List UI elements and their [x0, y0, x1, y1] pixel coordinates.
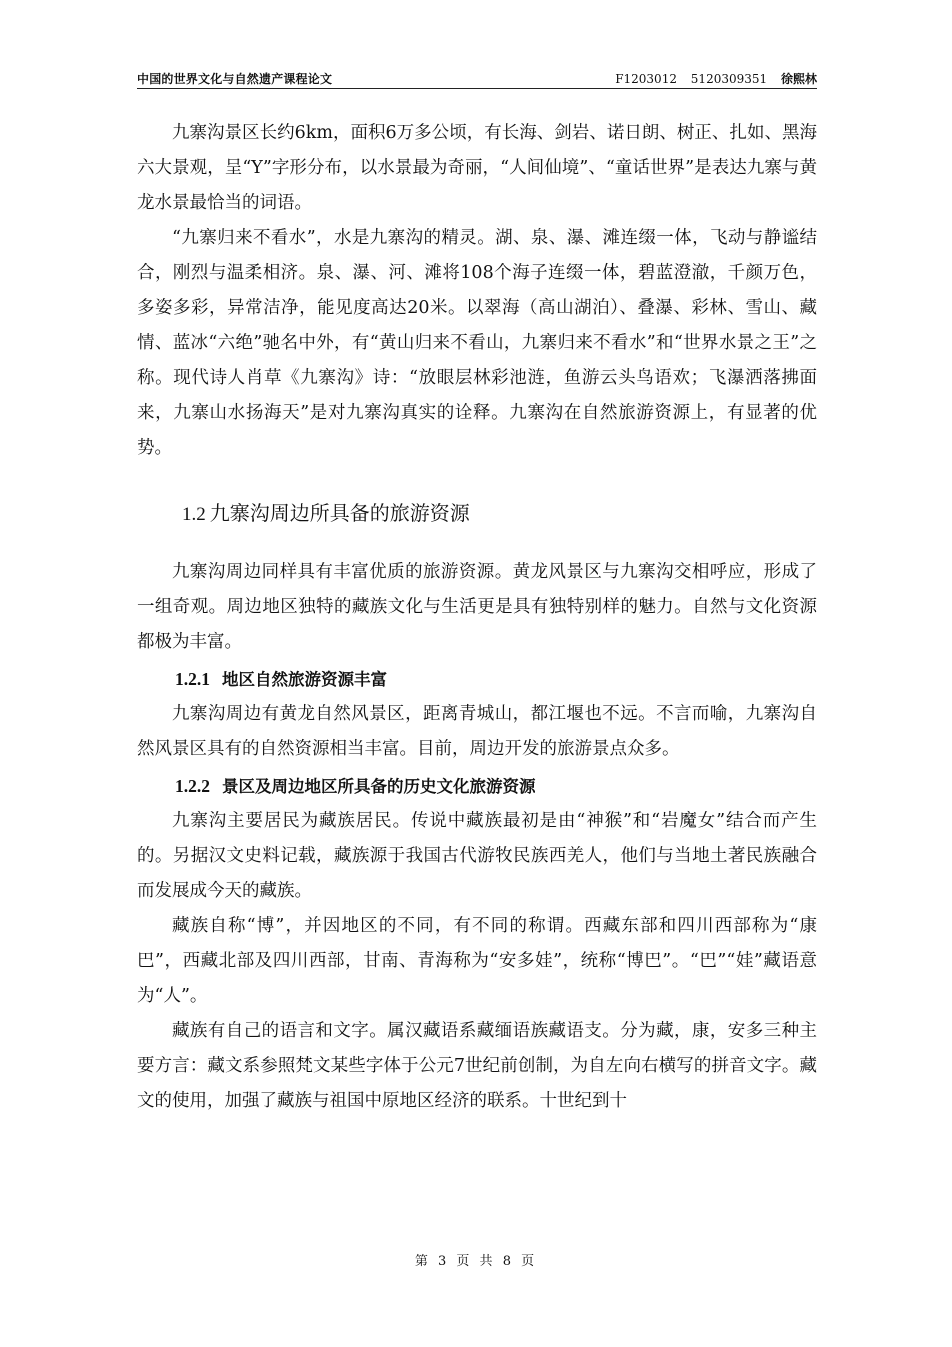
subsection-title: 地区自然旅游资源丰富 — [222, 670, 387, 689]
document-body — [137, 116, 817, 1119]
page-header — [137, 66, 817, 89]
paragraph-scenic-overview: 九寨沟景区长约6km，面积6万多公顷，有长海、剑岩、诺日朗、树正、扎如、黑海六大景观，呈“Y”字形分布，以水景最为奇丽，“人间仙境”、“童话世界”是表达九寨与黄龙水景最恰当的词语。 — [137, 123, 817, 213]
subsection-heading-1-2-2 — [175, 769, 817, 804]
paragraph-water-scenery: “九寨归来不看水”，水是九寨沟的精灵。湖、泉、瀑、滩连缀一体，飞动与静谧结合，刚烈与温柔相济。泉、瀑、河、滩将108个海子连缀一体，碧蓝澄澈，千颜万色，多姿多彩，异常洁净，能见度高达20米。以翠海（高山湖泊）、叠瀑、彩林、雪山、藏情、蓝冰“六绝”驰名中外，有“黄山归来不看山，九寨归来不看水”和“世界水景之王”之称。现代诗人肖草《九寨沟》诗：“放眼层林彩池涟，鱼游云头鸟语欢；飞瀑洒落拂面来，九寨山水扬海天”是对九寨沟真实的诠释。九寨沟在自然旅游资源上，有显著的优势。 — [137, 228, 817, 458]
header-meta — [615, 70, 817, 87]
subsection-number: 1.2.2 — [175, 776, 210, 796]
page-number: 第 3 页 共 8 页 — [414, 1254, 538, 1269]
paragraph-tibetan-origin: 九寨沟主要居民为藏族居民。传说中藏族最初是由“神猴”和“岩魔女”结合而产生的。另据汉文史料记载，藏族源于我国古代游牧民族西羌人，他们与当地土著民族融合而发展成今天的藏族。 — [137, 811, 817, 901]
header-author: 徐熙林 — [780, 72, 817, 86]
paragraph-surrounding-resources: 九寨沟周边同样具有丰富优质的旅游资源。黄龙风景区与九寨沟交相呼应，形成了一组奇观。周边地区独特的藏族文化与生活更是具有独特别样的魅力。自然与文化资源都极为丰富。 — [137, 562, 817, 652]
paragraph-tibetan-language: 藏族有自己的语言和文字。属汉藏语系藏缅语族藏语支。分为藏，康，安多三种主要方言：藏文系参照梵文某些字体于公元7世纪前创制，为自左向右横写的拼音文字。藏文的使用，加强了藏族与祖国中原地区经济的联系。十世纪到十 — [137, 1021, 817, 1111]
section-number: 1.2 — [182, 504, 206, 525]
paragraph-natural-resources: 九寨沟周边有黄龙自然风景区，距离青城山，都江堰也不远。不言而喻，九寨沟自然风景区具有的自然资源相当丰富。目前，周边开发的旅游景点众多。 — [137, 704, 817, 759]
header-title: 中国的世界文化与自然遗产课程论文 — [137, 72, 333, 86]
subsection-heading-1-2-1 — [175, 662, 817, 697]
subsection-number: 1.2.1 — [175, 669, 210, 689]
paragraph-tibetan-names: 藏族自称“博”，并因地区的不同，有不同的称谓。西藏东部和四川西部称为“康巴”，西藏北部及四川西部，甘南、青海称为“安多娃”，统称“博巴”。“巴”“娃”藏语意为“人”。 — [137, 916, 817, 1006]
header-student-id: 5120309351 — [690, 72, 768, 86]
section-title: 九寨沟周边所具备的旅游资源 — [209, 501, 470, 525]
section-heading-1-2 — [182, 499, 817, 529]
subsection-title: 景区及周边地区所具备的历史文化旅游资源 — [222, 777, 536, 796]
header-course-id: F1203012 — [615, 72, 677, 86]
